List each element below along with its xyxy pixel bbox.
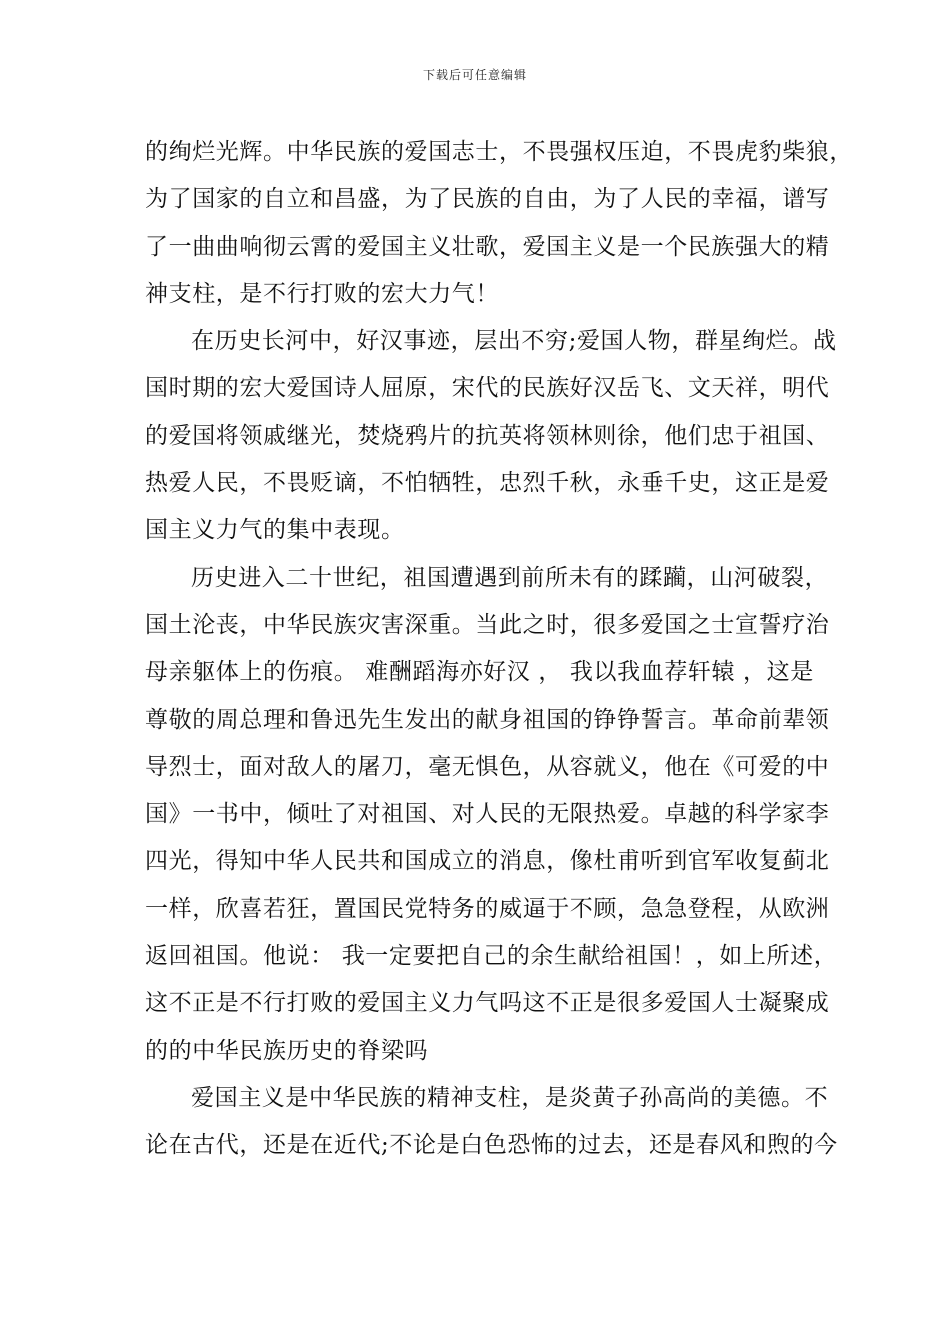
- text-line: 了一曲曲响彻云霄的爱国主义壮歌，爱国主义是一个民族强大的精: [145, 233, 830, 260]
- text-line: 为了国家的自立和昌盛，为了民族的自由，为了人民的幸福，谱写: [145, 186, 830, 213]
- paragraph-2: [145, 318, 837, 554]
- text-line: 在历史长河中，好汉事迹，层出不穷;爱国人物，群星绚烂。战: [191, 328, 837, 355]
- text-line: 国时期的宏大爱国诗人屈原，宋代的民族好汉岳飞、文天祥，明代: [145, 375, 830, 402]
- text-line: 神支柱，是不行打败的宏大力气！: [145, 280, 499, 307]
- text-line: 国土沦丧，中华民族灾害深重。当此之时，很多爱国之士宣誓疗治: [145, 611, 830, 638]
- paragraph-4: [145, 1075, 838, 1170]
- text-line: 四光，得知中华人民共和国成立的消息，像杜甫听到官军收复蓟北: [145, 848, 830, 875]
- text-line: 国主义力气的集中表现。: [145, 517, 405, 544]
- text-line: 的绚烂光辉。中华民族的爱国志士，不畏强权压迫，不畏虎豹柴狼，: [145, 139, 853, 165]
- text-line: 导烈士，面对敌人的屠刀，毫无惧色，从容就义，他在《可爱的中: [145, 753, 830, 780]
- text-line: 国》一书中，倾吐了对祖国、对人民的无限热爱。卓越的科学家李: [145, 801, 830, 828]
- text-line: 论在古代，还是在近代;不论是白色恐怖的过去，还是春风和煦的今: [145, 1132, 838, 1159]
- text-line: 爱国主义是中华民族的精神支柱，是炎黄子孙高尚的美德。不: [191, 1084, 829, 1111]
- page-header: 下载后可任意编辑: [422, 68, 527, 82]
- text-line: 这不正是不行打败的爱国主义力气吗这不正是很多爱国人士凝聚成: [145, 990, 830, 1017]
- document-body: [145, 129, 853, 1170]
- text-line: 的的中华民族历史的脊梁吗: [145, 1037, 429, 1064]
- paragraph-3: [145, 555, 838, 1075]
- text-line: 的爱国将领戚继光，焚烧鸦片的抗英将领林则徐，他们忠于祖国、: [145, 422, 830, 449]
- text-line: 热爱人民，不畏贬谪，不怕牺牲，忠烈千秋，永垂千史，这正是爱: [145, 470, 830, 497]
- paragraph-1: [145, 129, 853, 318]
- text-line: 一样，欣喜若狂，置国民党特务的威逼于不顾，急急登程，从欧洲: [145, 895, 830, 922]
- text-line: 母亲躯体上的伤痕。 难酬蹈海亦好汉 ， 我以我血荐轩辕 ，这是: [145, 659, 814, 686]
- text-line: 返回祖国。他说： 我一定要把自己的余生献给祖国！，如上所述，: [145, 943, 838, 970]
- text-line: 历史进入二十世纪，祖国遭遇到前所未有的蹂躏，山河破裂，: [191, 564, 829, 591]
- text-line: 尊敬的周总理和鲁迅先生发出的献身祖国的铮铮誓言。革命前辈领: [145, 706, 830, 733]
